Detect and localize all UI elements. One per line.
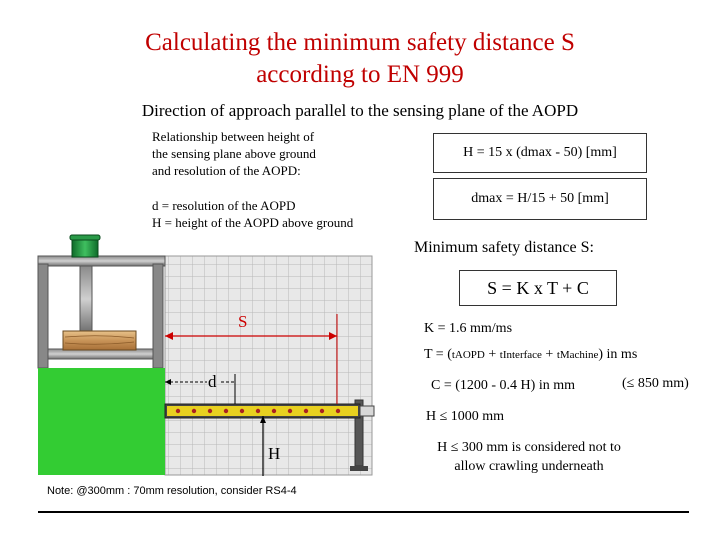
t-machine: tMachine	[556, 349, 599, 361]
h-crawl-line-2: allow crawling underneath	[454, 459, 604, 474]
min-distance-title: Minimum safety distance S:	[414, 239, 594, 256]
h-crawl-line-1: H ≤ 300 mm is considered not to	[437, 440, 621, 455]
title-line-1: Calculating the minimum safety distance S	[145, 29, 575, 56]
formula-dmax-box: dmax = H/15 + 50 [mm]	[433, 178, 647, 220]
press-frame	[38, 256, 165, 368]
light-curtain-sensor	[165, 404, 374, 418]
wood-workpiece	[63, 331, 136, 350]
label-h: H	[268, 444, 281, 463]
c-limit: (≤ 850 mm)	[622, 376, 689, 391]
c-formula: C = (1200 - 0.4 H) in mm	[431, 378, 575, 393]
definition-d: d = resolution of the AOPD	[152, 198, 296, 213]
formula-s-box: S = K x T + C	[459, 270, 617, 306]
footer-note: Note: @300mm : 70mm resolution, consider RS4-4	[47, 485, 297, 497]
relationship-line-1: Relationship between height of	[152, 129, 315, 144]
definition-h: H = height of the AOPD above ground	[152, 215, 354, 230]
safety-grid-fence	[165, 256, 372, 475]
t-interface: tInterface	[499, 349, 542, 361]
press-ram	[70, 235, 100, 332]
t-suffix: ) in ms	[598, 347, 638, 362]
k-value: K = 1.6 mm/ms	[424, 321, 513, 336]
t-prefix: T = (	[424, 347, 452, 362]
relationship-line-3: and resolution of the AOPD:	[152, 163, 301, 178]
label-s: S	[238, 312, 248, 331]
t-plus-2: +	[541, 347, 557, 362]
relationship-line-2: the sensing plane above ground	[152, 146, 316, 161]
label-d: d	[208, 372, 217, 391]
title-line-2: according to EN 999	[256, 61, 464, 88]
t-aopd: tAOPD	[451, 349, 485, 361]
subtitle: Direction of approach parallel to the sensing plane of the AOPD	[141, 101, 579, 120]
t-plus-1: +	[484, 347, 500, 362]
machine-body	[38, 368, 165, 475]
h-limit: H ≤ 1000 mm	[426, 409, 505, 424]
footer-rule	[38, 511, 689, 513]
formula-h-box: H = 15 x (dmax - 50) [mm]	[433, 133, 647, 173]
